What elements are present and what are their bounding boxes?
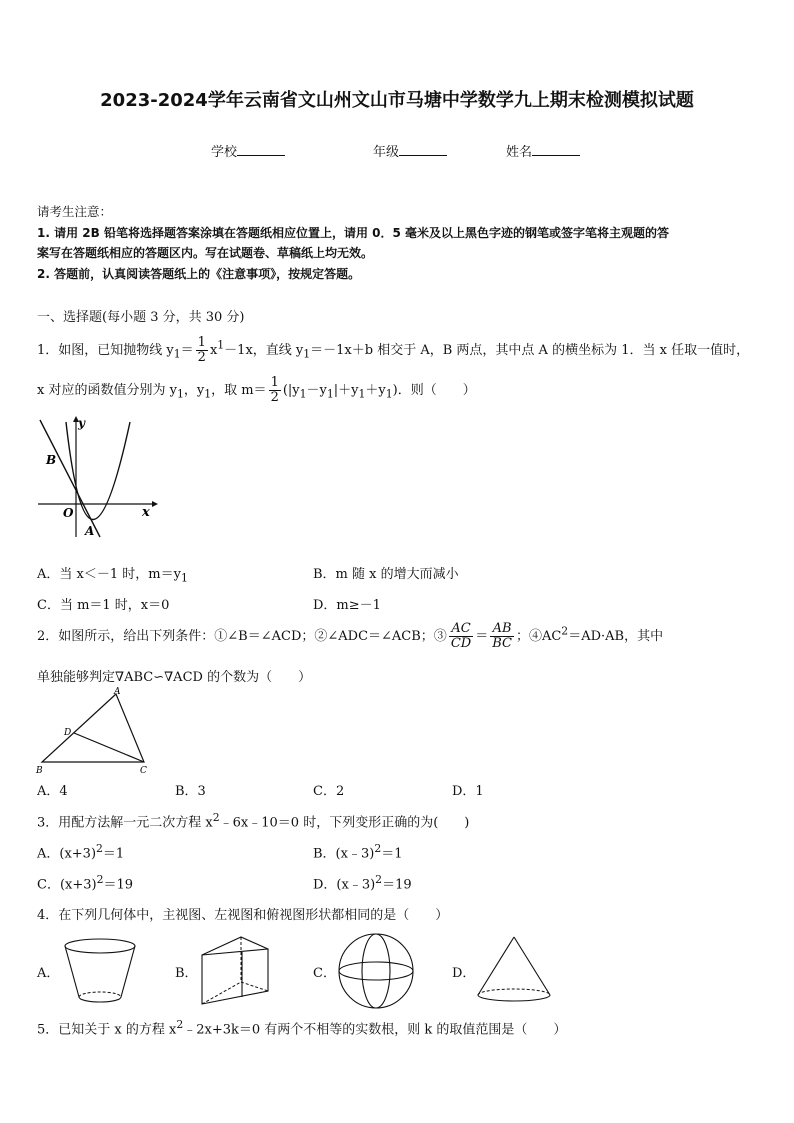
q1-option-d[interactable]: D．m≥－1 (313, 598, 381, 613)
q2-fraction-ab-bc: $\frac{AB}{BC}$ (492, 621, 512, 651)
y-label: y (78, 416, 85, 430)
cone-base-front (478, 995, 550, 1001)
q4-option-b[interactable]: B． (175, 966, 198, 981)
q2-line-1: 2．如图所示，给出下列条件：①∠B＝∠ACD；②∠ADC＝∠ACB；③ $\frac{AC}{CD}$ ＝ $\frac{AB}{BC}$ ；$④AC^2=AD\cdot AB$，其中 (37, 621, 664, 651)
sphere-meridian (362, 934, 390, 1008)
frustum-top-ellipse (65, 939, 135, 953)
sphere-outline (339, 934, 413, 1008)
q4-option-a[interactable]: A． (37, 966, 60, 981)
vertex-b-label: B (36, 766, 43, 776)
grade-field[interactable]: 年级 (373, 141, 447, 160)
vertex-a-label: A (114, 687, 121, 697)
q4-frustum-figure (62, 935, 142, 1007)
q1-line-2: x 对应的函数值分别为 $y_1$，$y_1$，取 m＝ $\frac{1}{2}$ $(|y_1-y_1|+y_1+y_1)$．则（ ） (37, 375, 476, 405)
point-b-label: B (46, 453, 57, 467)
q2-option-b[interactable]: B．3 (175, 784, 206, 799)
frustum-right-edge (121, 946, 135, 997)
q1-parabola-graph (30, 412, 160, 542)
q1-line-1: 1．如图，已知抛物线 $y_1=$ $\frac{1}{2}$ $x^1-1x$，直线 $y_1=-1x+b$ 相交于 A，B 两点，其中点 A 的横坐标为 1．当 x 任取一值时， (37, 335, 750, 365)
q3-option-b[interactable]: B．(x﹣3)$^2$＝1 (313, 842, 403, 862)
q1-option-b[interactable]: B．m 随 x 的增大而减小 (313, 567, 459, 582)
q3-option-a[interactable]: A．$(x+3)^2=1$ (37, 842, 125, 862)
point-d-label: D (64, 728, 72, 738)
q1-option-c[interactable]: C．当 m＝1 时，x＝0 (37, 598, 170, 613)
q4-option-c[interactable]: C． (313, 966, 336, 981)
q5-text: 5．已知关于 x 的方程 $x^2﹣2x+3k=0$ 有两个不相等的实数根，则 k 的取值范围是（ ） (37, 1018, 567, 1038)
cone-right-edge (514, 937, 550, 995)
sphere-equator (339, 962, 413, 980)
section-heading: 一、选择题(每小题 3 分，共 30 分) (37, 310, 245, 325)
vertex-c-label: C (140, 766, 147, 776)
q4-cone-figure (474, 934, 554, 1006)
frustum-left-edge (65, 946, 79, 997)
q3-option-c[interactable]: C．$(x+3)^2=19$ (37, 873, 134, 893)
q1-option-a[interactable]: A．当 x＜－1 时，$m=y_1$ (37, 567, 188, 585)
prism-hidden-base-right (241, 982, 268, 991)
q1-m-fraction: $\frac{1}{2}$ (270, 375, 279, 405)
page-title: 2023-2024学年云南省文山州文山市马塘中学数学九上期末检测模拟试题 (100, 90, 694, 111)
origin-label: O (63, 506, 74, 520)
q2-option-c[interactable]: C．2 (313, 784, 345, 799)
notes-item-2: 2. 答题前，认真阅读答题纸上的《注意事项》，按规定答题。 (37, 266, 361, 281)
q1-fraction: $\frac{1}{2}$ (197, 335, 206, 365)
q4-text: 4．在下列几何体中，主视图、左视图和俯视图形状都相同的是（ ） (37, 908, 449, 923)
q4-option-d[interactable]: D． (452, 966, 476, 981)
exam-notes (37, 202, 761, 284)
q4-sphere-figure (336, 932, 416, 1010)
q4-prism-figure (198, 933, 278, 1008)
cone-left-edge (478, 937, 514, 995)
q2-fraction-ac-cd: $\frac{AC}{CD}$ (450, 621, 472, 651)
q2-triangle-figure (34, 686, 154, 776)
q2-line-2: 单独能够判定∇ABC∽∇ACD 的个数为（ ） (37, 670, 312, 685)
point-a-label: A (85, 524, 95, 538)
q2-option-a[interactable]: A．4 (37, 784, 68, 799)
notes-item-1-line-2: 案写在答题纸相应的答题区内。写在试题卷、草稿纸上均无效。 (37, 246, 374, 260)
q2-option-d[interactable]: D．1 (452, 784, 484, 799)
q3-option-d[interactable]: D．(x﹣3)$^2$＝19 (313, 873, 412, 893)
cone-base-back (478, 989, 550, 995)
x-label: x (142, 505, 150, 520)
triangle-abc (42, 694, 144, 762)
x-axis-arrow-icon (152, 501, 158, 507)
name-field[interactable]: 姓名 (506, 141, 580, 160)
notes-item-1-line-1: 1. 请用 2B 铅笔将选择题答案涂填在答题纸相应位置上，请用 0．5 毫米及以上黑色字迹的钢笔或签字笔将主观题的答 (37, 225, 669, 240)
q3-text: 3．用配方法解一元二次方程 $x^2﹣6x﹣10=0$ 时，下列变形正确的为( ) (37, 811, 470, 831)
school-field[interactable]: 学校 (211, 141, 285, 160)
prism-front-faces (202, 949, 268, 1004)
notes-heading: 请考生注意： (37, 204, 113, 219)
frustum-bottom-back (79, 992, 121, 997)
frustum-bottom-front (79, 997, 121, 1002)
